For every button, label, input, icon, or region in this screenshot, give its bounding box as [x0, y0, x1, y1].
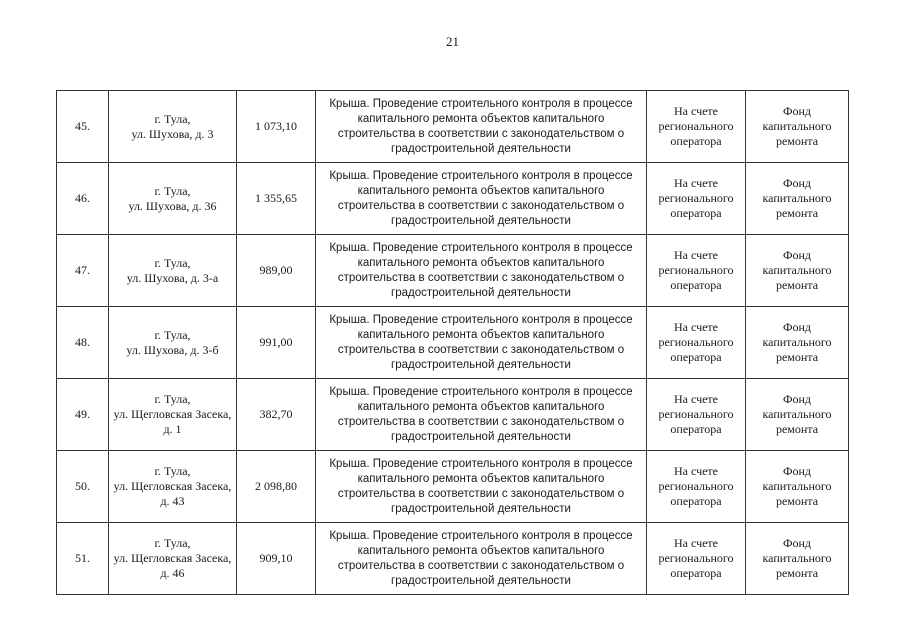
work-description-cell-line: строительства в соответствии с законодательством о: [337, 199, 625, 212]
table-row: [57, 91, 849, 163]
account-cell-line: На счете: [673, 248, 718, 262]
work-description-cell-line: градостроительной деятельности: [391, 574, 571, 587]
fund-cell-line: Фонд: [782, 176, 811, 190]
account-cell-line: На счете: [673, 176, 718, 190]
work-description-cell-line: капитального ремонта объектов капитального: [357, 256, 605, 269]
table-row: [57, 451, 849, 523]
work-description-cell: [316, 163, 647, 235]
address-cell-line: ул. Шухова, д. 36: [128, 198, 217, 213]
fund-cell-line: Фонд: [782, 392, 811, 406]
address-city: г. Тула,: [154, 536, 191, 550]
account-cell-line: оператора: [670, 134, 722, 148]
row-number: 49.: [57, 379, 109, 451]
fund-cell: [746, 91, 849, 163]
table-row: [57, 235, 849, 307]
fund-cell: [746, 451, 849, 523]
area-cell: 909,10: [237, 523, 316, 595]
account-cell-line: На счете: [673, 536, 718, 550]
fund-cell-line: капитального: [762, 191, 832, 205]
account-cell-line: На счете: [673, 392, 718, 406]
row-number: 50.: [57, 451, 109, 523]
account-cell-line: регионального: [658, 119, 734, 133]
account-cell-line: оператора: [670, 566, 722, 580]
work-description-cell-line: градостроительной деятельности: [391, 358, 571, 371]
fund-cell: [746, 235, 849, 307]
address-city: г. Тула,: [154, 392, 191, 406]
address-cell-line: ул. Щегловская Засека,: [113, 407, 232, 421]
address-cell: [109, 451, 237, 523]
work-description-cell: [316, 91, 647, 163]
work-description-cell: [316, 523, 647, 595]
account-cell: [647, 379, 746, 451]
area-cell: 989,00: [237, 235, 316, 307]
account-cell-line: регионального: [658, 263, 734, 277]
fund-cell-line: Фонд: [782, 248, 811, 262]
work-description-cell-line: градостроительной деятельности: [391, 286, 571, 299]
address-city: г. Тула,: [154, 327, 191, 342]
account-cell: [647, 163, 746, 235]
fund-cell-line: капитального: [762, 551, 832, 565]
page-number: 21: [446, 34, 459, 49]
work-description-cell-line: Крыша. Проведение строительного контроля в процессе: [329, 169, 633, 182]
address-cell-line: ул. Щегловская Засека,: [113, 551, 232, 565]
work-description-cell-line: строительства в соответствии с законодательством о: [337, 559, 625, 572]
work-description-cell-line: строительства в соответствии с законодательством о: [337, 487, 625, 500]
fund-cell-line: ремонта: [775, 206, 819, 220]
account-cell-line: оператора: [670, 350, 722, 364]
fund-cell-line: ремонта: [775, 566, 819, 580]
work-description-cell: [316, 451, 647, 523]
account-cell: [647, 307, 746, 379]
address-city: г. Тула,: [154, 111, 191, 126]
table-row: [57, 523, 849, 595]
fund-cell-line: капитального: [762, 119, 832, 133]
address-cell-line: д. 46: [160, 566, 185, 580]
area-cell: 382,70: [237, 379, 316, 451]
address-cell-line: ул. Шухова, д. 3-а: [126, 270, 219, 285]
area-cell: 991,00: [237, 307, 316, 379]
account-cell-line: регионального: [658, 335, 734, 349]
area-cell: 1 073,10: [237, 91, 316, 163]
work-description-cell-line: Крыша. Проведение строительного контроля в процессе: [329, 313, 633, 326]
account-cell-line: регионального: [658, 191, 734, 205]
table-row: [57, 163, 849, 235]
account-cell-line: регионального: [658, 551, 734, 565]
work-description-cell-line: Крыша. Проведение строительного контроля в процессе: [329, 241, 633, 254]
account-cell-line: На счете: [673, 104, 718, 118]
work-description-cell-line: капитального ремонта объектов капитального: [357, 328, 605, 341]
address-city: г. Тула,: [154, 255, 191, 270]
account-cell-line: На счете: [673, 464, 718, 478]
account-cell-line: регионального: [658, 407, 734, 421]
fund-cell-line: капитального: [762, 479, 832, 493]
work-description-cell-line: Крыша. Проведение строительного контроля в процессе: [329, 457, 633, 470]
fund-cell: [746, 163, 849, 235]
address-cell: [109, 91, 237, 163]
address-cell-line: ул. Шухова, д. 3: [131, 126, 214, 141]
fund-cell-line: Фонд: [782, 536, 811, 550]
fund-cell: [746, 379, 849, 451]
area-cell: 2 098,80: [237, 451, 316, 523]
row-number: 46.: [57, 163, 109, 235]
fund-cell-line: капитального: [762, 263, 832, 277]
row-number: 48.: [57, 307, 109, 379]
fund-cell-line: Фонд: [782, 464, 811, 478]
repair-schedule-table: [56, 90, 849, 595]
address-cell-line: д. 1: [163, 422, 182, 436]
work-description-cell: [316, 235, 647, 307]
row-number: 51.: [57, 523, 109, 595]
address-cell: [109, 163, 237, 235]
work-description-cell-line: строительства в соответствии с законодательством о: [337, 271, 625, 284]
fund-cell-line: капитального: [762, 407, 832, 421]
row-number: 47.: [57, 235, 109, 307]
work-description-cell: [316, 307, 647, 379]
work-description-cell-line: градостроительной деятельности: [391, 430, 571, 443]
account-cell-line: оператора: [670, 494, 722, 508]
address-city: г. Тула,: [154, 183, 191, 198]
row-number: 45.: [57, 91, 109, 163]
fund-cell-line: капитального: [762, 335, 832, 349]
work-description-cell-line: капитального ремонта объектов капитального: [357, 400, 605, 413]
fund-cell-line: ремонта: [775, 422, 819, 436]
work-description-cell-line: капитального ремонта объектов капитального: [357, 184, 605, 197]
fund-cell: [746, 523, 849, 595]
work-description-cell: [316, 379, 647, 451]
work-description-cell-line: капитального ремонта объектов капитального: [357, 472, 605, 485]
work-description-cell-line: градостроительной деятельности: [391, 142, 571, 155]
work-description-cell-line: градостроительной деятельности: [391, 502, 571, 515]
address-cell-line: ул. Шухова, д. 3-б: [126, 342, 219, 357]
account-cell-line: На счете: [673, 320, 718, 334]
table-row: [57, 379, 849, 451]
account-cell: [647, 451, 746, 523]
address-cell: [109, 523, 237, 595]
account-cell: [647, 91, 746, 163]
work-description-cell-line: строительства в соответствии с законодательством о: [337, 343, 625, 356]
fund-cell-line: ремонта: [775, 494, 819, 508]
account-cell-line: оператора: [670, 422, 722, 436]
fund-cell-line: ремонта: [775, 134, 819, 148]
area-cell: 1 355,65: [237, 163, 316, 235]
table-row: [57, 307, 849, 379]
fund-cell-line: Фонд: [782, 104, 811, 118]
address-city: г. Тула,: [154, 464, 191, 478]
fund-cell-line: ремонта: [775, 350, 819, 364]
account-cell-line: регионального: [658, 479, 734, 493]
address-cell-line: д. 43: [160, 494, 185, 508]
address-cell: [109, 307, 237, 379]
address-cell: [109, 379, 237, 451]
account-cell: [647, 523, 746, 595]
address-cell: [109, 235, 237, 307]
account-cell-line: оператора: [670, 206, 722, 220]
work-description-cell-line: Крыша. Проведение строительного контроля в процессе: [329, 385, 633, 398]
fund-cell-line: Фонд: [782, 320, 811, 334]
work-description-cell-line: капитального ремонта объектов капитального: [357, 544, 605, 557]
work-description-cell-line: градостроительной деятельности: [391, 214, 571, 227]
fund-cell: [746, 307, 849, 379]
fund-cell-line: ремонта: [775, 278, 819, 292]
account-cell-line: оператора: [670, 278, 722, 292]
address-cell-line: ул. Щегловская Засека,: [113, 479, 232, 493]
work-description-cell-line: Крыша. Проведение строительного контроля в процессе: [329, 97, 633, 110]
work-description-cell-line: Крыша. Проведение строительного контроля в процессе: [329, 529, 633, 542]
work-description-cell-line: капитального ремонта объектов капитального: [357, 112, 605, 125]
work-description-cell-line: строительства в соответствии с законодательством о: [337, 127, 625, 140]
account-cell: [647, 235, 746, 307]
work-description-cell-line: строительства в соответствии с законодательством о: [337, 415, 625, 428]
